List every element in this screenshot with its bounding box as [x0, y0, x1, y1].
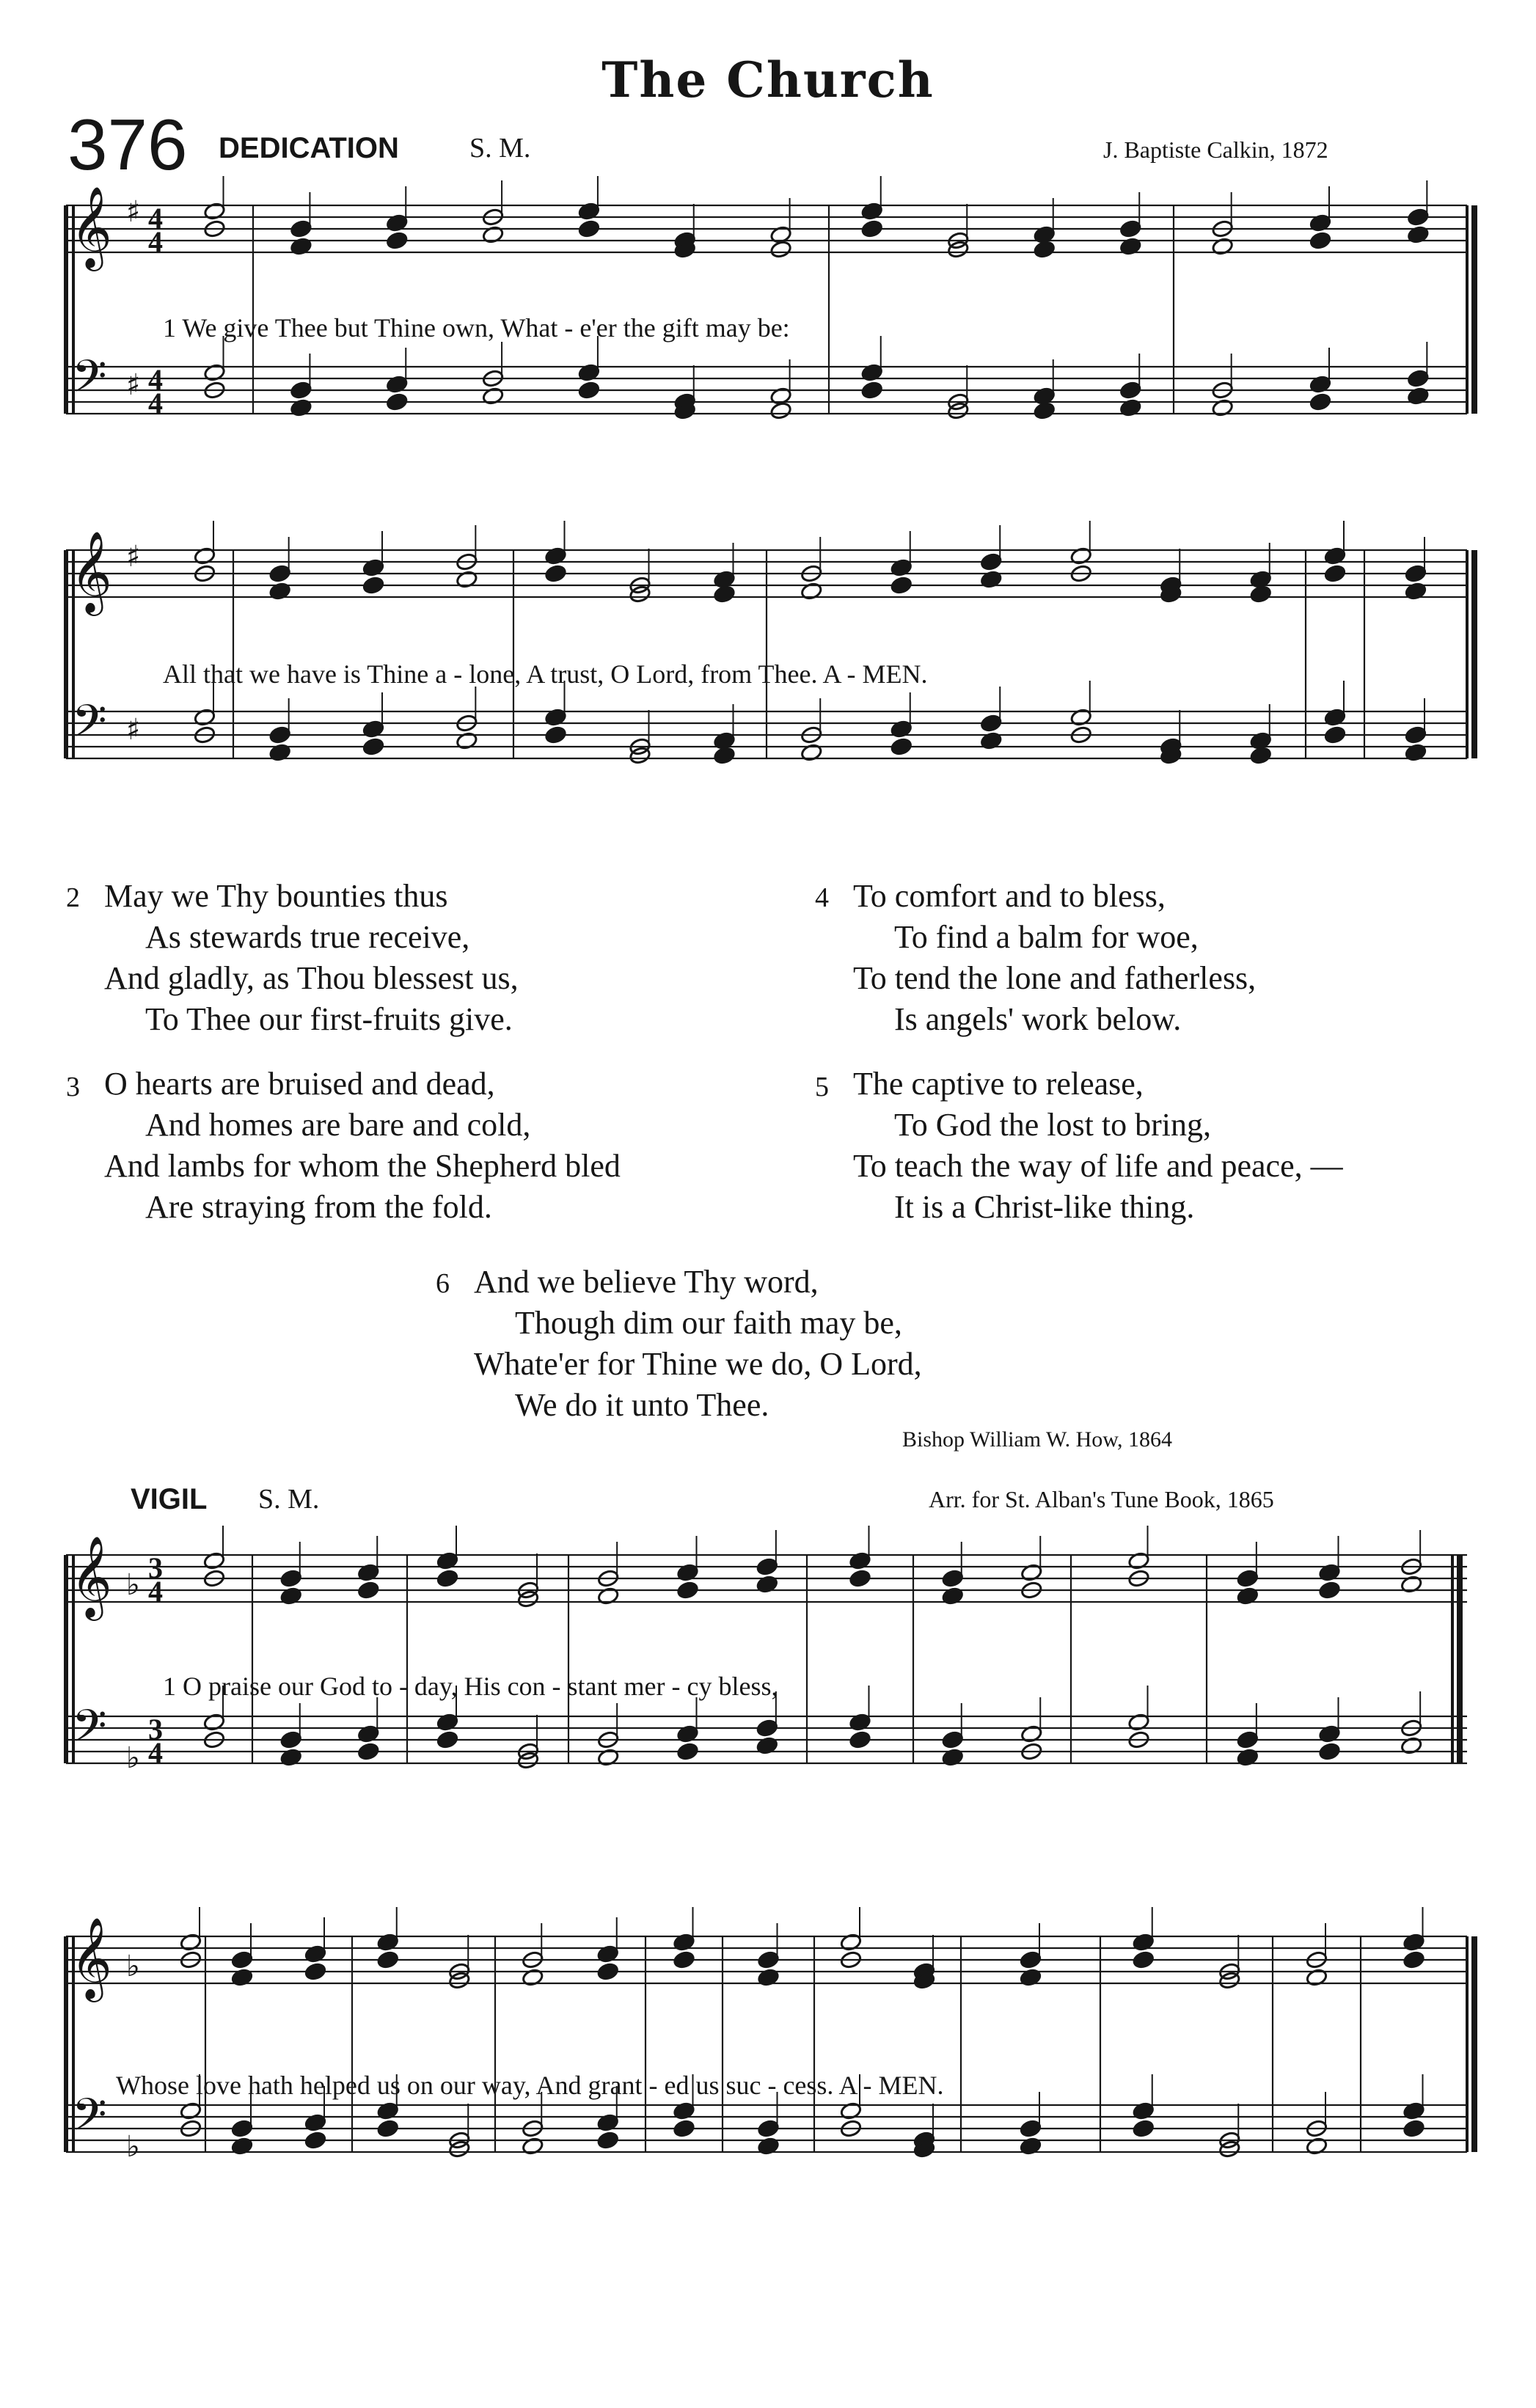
notehead — [1405, 564, 1427, 583]
notehead — [1309, 231, 1332, 250]
notehead — [596, 1962, 619, 1981]
stanza-number: 5 — [815, 1072, 829, 1102]
notehead — [376, 1950, 399, 1969]
notehead — [941, 1730, 964, 1749]
lyrics-vigil-line-1: 1 O praise our God to - day, His con - stant mer - cy bless, — [163, 1672, 778, 1701]
stanza-line: And gladly, as Thou blessest us, — [104, 960, 519, 996]
key-signature: ♯ — [126, 713, 141, 747]
treble-clef: 𝄞 — [70, 1535, 112, 1617]
notehead — [279, 1730, 302, 1749]
treble-clef: 𝄞 — [70, 530, 112, 612]
notehead — [757, 2119, 780, 2138]
notehead — [362, 576, 385, 595]
stanza-line: The captive to release, — [853, 1066, 1144, 1102]
notehead — [1249, 585, 1272, 604]
lyrics-dedication-line-2: All that we have is Thine a - lone, A trust, O Lord, from Thee. A - MEN. — [163, 659, 928, 689]
notehead — [673, 1950, 695, 1969]
lyrics-vigil-line-2: Whose love hath helped us on our way, And grant - ed us suc - cess. A - MEN. — [116, 2071, 944, 2100]
time-signature-bottom: 4 — [148, 1575, 163, 1608]
notehead — [980, 552, 1003, 571]
stanza-line: O hearts are bruised and dead, — [104, 1066, 495, 1102]
stanza-number: 4 — [815, 882, 829, 913]
time-signature-top: 4 — [148, 202, 163, 235]
stanza-line: To Thee our first-fruits give. — [145, 1001, 513, 1037]
stanza-line: We do it unto Thee. — [515, 1387, 769, 1423]
notehead — [980, 714, 1003, 733]
notehead — [757, 1950, 780, 1969]
bass-clef: 𝄢 — [72, 1700, 107, 1763]
key-signature: ♭ — [126, 2130, 140, 2164]
notehead — [756, 1557, 779, 1576]
notehead — [1324, 564, 1347, 583]
stanza-line: And we believe Thy word, — [474, 1264, 819, 1300]
notehead — [769, 240, 792, 259]
music-system-vigil-1 — [0, 1526, 1536, 1819]
stanza-line: And homes are bare and cold, — [145, 1107, 531, 1143]
lyrics-dedication-line-1: 1 We give Thee but Thine own, What - e'er the gift may be: — [163, 313, 790, 343]
notehead — [1033, 240, 1056, 259]
notehead — [544, 725, 567, 744]
notehead — [436, 1569, 459, 1588]
notehead — [304, 1962, 327, 1981]
notehead — [1033, 401, 1056, 420]
notehead — [596, 2131, 619, 2150]
stanza-line: To God the lost to bring, — [894, 1107, 1212, 1143]
stanza-line: Whate'er for Thine we do, O Lord, — [474, 1346, 922, 1382]
notehead — [231, 1950, 254, 1969]
tune-name-dedication: DEDICATION — [219, 132, 399, 164]
key-signature: ♯ — [126, 195, 141, 229]
time-signature-bottom: 4 — [148, 1736, 163, 1769]
music-system-dedication-1 — [0, 176, 1536, 469]
notehead — [860, 219, 883, 238]
stanza-line: Are straying from the fold. — [145, 1189, 492, 1225]
notehead — [890, 576, 913, 595]
notehead — [1318, 1581, 1341, 1600]
notehead — [544, 564, 567, 583]
notehead — [1402, 2119, 1425, 2138]
notehead — [357, 1742, 380, 1761]
stanza-3 — [66, 1064, 621, 1228]
notehead — [1237, 1569, 1259, 1588]
treble-clef: 𝄞 — [70, 1917, 112, 1999]
notehead — [386, 231, 409, 250]
time-signature-bottom: 4 — [148, 225, 163, 258]
key-signature: ♭ — [126, 1568, 140, 1602]
hymn-number: 376 — [67, 104, 188, 185]
notehead — [290, 219, 312, 238]
notehead — [436, 1730, 459, 1749]
notehead — [1309, 392, 1332, 411]
notehead — [268, 564, 291, 583]
stanza-number: 6 — [436, 1268, 450, 1299]
stanza-6 — [436, 1262, 922, 1426]
stanza-5 — [815, 1064, 1343, 1228]
stanza-line: As stewards true receive, — [145, 919, 470, 955]
notehead — [673, 2119, 695, 2138]
stanza-2 — [66, 876, 519, 1040]
notehead — [1407, 208, 1430, 227]
key-signature: ♭ — [126, 1741, 140, 1775]
notehead — [860, 381, 883, 400]
notehead — [1020, 2119, 1042, 2138]
notehead — [941, 1569, 964, 1588]
notehead — [1237, 1730, 1259, 1749]
stanza-line: May we Thy bounties thus — [104, 878, 448, 914]
notehead — [1405, 725, 1427, 744]
notehead — [279, 1569, 302, 1588]
notehead — [769, 401, 792, 420]
notehead — [1119, 381, 1142, 400]
notehead — [290, 381, 312, 400]
time-signature-top: 3 — [148, 1551, 163, 1584]
notehead — [676, 1742, 699, 1761]
stanza-number: 3 — [66, 1072, 80, 1102]
stanza-line: To teach the way of life and peace, — — [853, 1148, 1343, 1184]
stanza-line: To find a balm for woe, — [894, 919, 1199, 955]
bass-clef: 𝄢 — [72, 2089, 107, 2152]
section-title: The Church — [601, 51, 935, 109]
bass-clef: 𝄢 — [72, 695, 107, 758]
composer-credit: J. Baptiste Calkin, 1872 — [1103, 136, 1328, 163]
stanza-line: And lambs for whom the Shepherd bled — [104, 1148, 621, 1184]
key-signature: ♯ — [126, 540, 141, 574]
bass-clef: 𝄢 — [72, 351, 107, 414]
notehead — [1407, 369, 1430, 388]
notehead — [231, 2119, 254, 2138]
notehead — [849, 1569, 871, 1588]
key-signature: ♭ — [126, 1950, 140, 1983]
time-signature-top: 4 — [148, 363, 163, 396]
notehead — [268, 725, 291, 744]
time-signature-top: 3 — [148, 1713, 163, 1746]
music-system-dedication-2 — [0, 521, 1536, 814]
notehead — [578, 219, 601, 238]
stanza-line: It is a Christ-like thing. — [894, 1189, 1195, 1225]
stanza-number: 2 — [66, 882, 80, 913]
notehead — [1324, 725, 1347, 744]
notehead — [376, 2119, 399, 2138]
arranger-credit: Arr. for St. Alban's Tune Book, 1865 — [929, 1486, 1274, 1512]
notehead — [713, 585, 736, 604]
meter-dedication: S. M. — [469, 133, 531, 164]
stanza-line: Though dim our faith may be, — [515, 1305, 902, 1341]
notehead — [578, 381, 601, 400]
notehead — [676, 1581, 699, 1600]
key-signature: ♯ — [126, 368, 141, 402]
notehead — [1132, 1950, 1155, 1969]
notehead — [756, 1719, 779, 1738]
notehead — [1402, 1950, 1425, 1969]
text-author-credit: Bishop William W. How, 1864 — [902, 1427, 1172, 1452]
notehead — [713, 746, 736, 765]
meter-vigil: S. M. — [258, 1484, 320, 1515]
notehead — [1132, 2119, 1155, 2138]
stanza-line: To comfort and to bless, — [853, 878, 1166, 914]
time-signature-bottom: 4 — [148, 387, 163, 420]
notehead — [849, 1730, 871, 1749]
notehead — [1318, 1742, 1341, 1761]
notehead — [1020, 1950, 1042, 1969]
notehead — [357, 1581, 380, 1600]
music-system-vigil-2 — [0, 1907, 1536, 2259]
stanza-line: To tend the lone and fatherless, — [853, 960, 1257, 996]
treble-clef: 𝄞 — [70, 186, 112, 268]
notehead — [304, 2131, 327, 2150]
notehead — [386, 392, 409, 411]
stanza-4 — [815, 876, 1257, 1040]
notehead — [1249, 746, 1272, 765]
stanza-line: Is angels' work below. — [894, 1001, 1182, 1037]
notehead — [362, 737, 385, 756]
tune-name-vigil: VIGIL — [131, 1483, 208, 1515]
notehead — [1119, 219, 1142, 238]
notehead — [890, 737, 913, 756]
